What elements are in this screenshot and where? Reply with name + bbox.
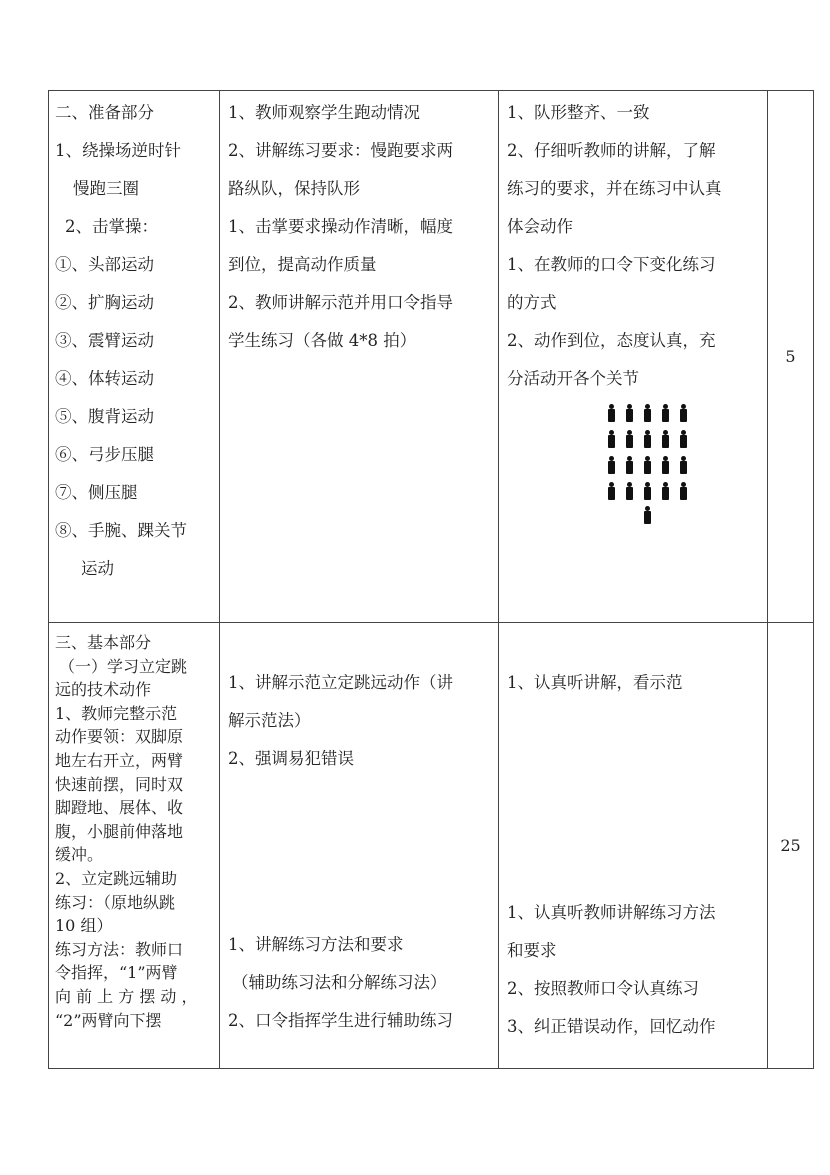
text-line: 向 前 上 方 摆 动 ， (55, 986, 198, 1006)
content-cell (49, 91, 220, 623)
text-line: 到位，提高动作质量 (228, 255, 377, 274)
text-line: 1、认真听讲解，看示范 (507, 673, 683, 692)
lesson-plan-table (48, 90, 814, 1069)
student-activity-cell (499, 91, 768, 623)
time-cell: 5 (768, 91, 814, 623)
text-line: 1、在教师的口令下变化练习 (507, 255, 716, 274)
text-line: 练习的要求，并在练习中认真 (507, 179, 722, 198)
text-line: 学生练习（各做 4*8 拍） (228, 331, 417, 350)
text-line: ③、震臂运动 (55, 331, 154, 350)
formation-diagram (603, 404, 693, 500)
student-figure-icon (675, 430, 693, 448)
student-figure-icon (603, 456, 621, 474)
student-figure-icon (675, 404, 693, 422)
student-figure-icon (621, 430, 639, 448)
student-figure-icon (639, 456, 657, 474)
text-line: 腹，小腿前伸落地 (55, 821, 184, 841)
text-line: ⑦、侧压腿 (55, 483, 138, 502)
text-line: 1、认真听教师讲解练习方法 (507, 903, 716, 922)
text-line: “2”两臂向下摆 (55, 1010, 162, 1030)
student-figure-icon (603, 430, 621, 448)
student-figure-icon (603, 482, 621, 500)
text-line: ⑧、手腕、踝关节 (55, 521, 187, 540)
student-figure-icon (639, 482, 657, 500)
text-line: 练习：（原地纵跳 (55, 892, 176, 912)
teacher-activity-cell (220, 91, 499, 623)
text-line: ⑤、腹背运动 (55, 407, 154, 426)
text-line: 2、击掌操： (65, 217, 158, 236)
student-figure-icon (657, 456, 675, 474)
text-line: 三、基本部分 (55, 633, 152, 652)
text-line: 2、按照教师口令认真练习 (507, 979, 699, 998)
text-line: 分活动开各个关节 (507, 369, 639, 388)
student-figure-icon (621, 404, 639, 422)
text-line: 2、强调易犯错误 (228, 749, 354, 768)
text-line: 体会动作 (507, 217, 573, 236)
text-line: 2、动作到位，态度认真，充 (507, 331, 716, 350)
text-line: 地左右开立，两臂 (55, 750, 184, 770)
text-line: 10 组） (55, 916, 113, 936)
student-figure-icon (675, 482, 693, 500)
text-line: 和要求 (507, 941, 557, 960)
text-line: 慢跑三圈 (73, 179, 139, 198)
teacher-activity-cell (220, 623, 499, 1069)
text-line: 1、讲解练习方法和要求 (228, 935, 404, 954)
text-line: 二、准备部分 (55, 103, 154, 122)
student-figure-icon (603, 404, 621, 422)
teacher-figure-icon (639, 506, 657, 524)
student-figure-icon (621, 482, 639, 500)
text-line: 脚蹬地、展体、收 (55, 798, 184, 818)
student-figure-icon (657, 430, 675, 448)
text-line: 2、立定跳远辅助 (55, 868, 178, 888)
student-figure-icon (657, 404, 675, 422)
text-line: ④、体转运动 (55, 369, 154, 388)
student-figure-icon (675, 456, 693, 474)
student-activity-cell (499, 623, 768, 1069)
student-figure-icon (639, 404, 657, 422)
time-cell: 25 (768, 623, 814, 1069)
table-row-main (49, 623, 814, 1069)
text-line: 动作要领：双脚原 (55, 727, 184, 747)
text-line: 令指挥，“1”两臂 (55, 963, 178, 983)
text-line: 路纵队，保持队形 (228, 179, 360, 198)
text-line: 2、口令指挥学生进行辅助练习 (228, 1011, 453, 1030)
text-line: 远的技术动作 (55, 680, 152, 700)
student-figure-icon (621, 456, 639, 474)
text-line: 2、仔细听教师的讲解，了解 (507, 141, 716, 160)
text-line: 3、纠正错误动作，回忆动作 (507, 1017, 716, 1036)
text-line: 1、绕操场逆时针 (55, 141, 181, 160)
text-line: 2、教师讲解示范并用口令指导 (228, 293, 453, 312)
text-line: （一）学习立定跳 (59, 656, 188, 676)
text-line: ⑥、弓步压腿 (55, 445, 154, 464)
text-line: 2、讲解练习要求：慢跑要求两 (228, 141, 453, 160)
text-line: 1、教师完整示范 (55, 703, 178, 723)
text-line: 运动 (81, 559, 114, 578)
text-line: 快速前摆，同时双 (55, 774, 184, 794)
text-line: 1、讲解示范立定跳远动作（讲 (228, 673, 453, 692)
text-line: 1、击掌要求操动作清晰，幅度 (228, 217, 453, 236)
text-line: （辅助练习法和分解练习法） (232, 973, 447, 992)
text-line: 的方式 (507, 293, 557, 312)
student-figure-icon (639, 430, 657, 448)
text-line: 练习方法：教师口 (55, 939, 184, 959)
text-line: 1、队形整齐、一致 (507, 103, 650, 122)
text-line: ②、扩胸运动 (55, 293, 154, 312)
text-line: 缓冲。 (55, 845, 104, 865)
text-line: 1、教师观察学生跑动情况 (228, 103, 420, 122)
student-figure-icon (657, 482, 675, 500)
text-line: ①、头部运动 (55, 255, 154, 274)
text-line: 解示范法） (228, 711, 311, 730)
table-row-warmup (49, 91, 814, 623)
content-cell (49, 623, 220, 1069)
